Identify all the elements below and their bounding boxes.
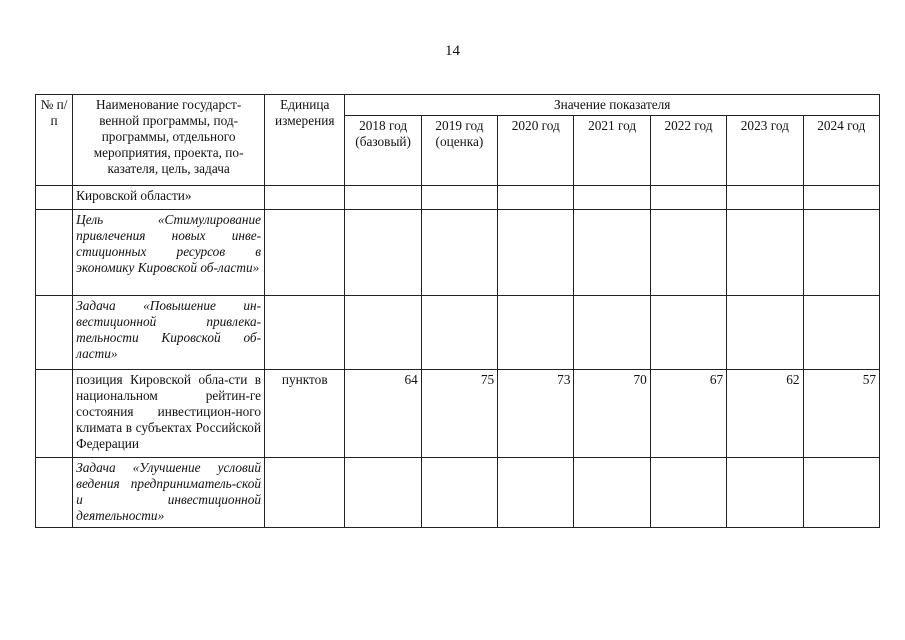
header-year: 2021 год bbox=[574, 116, 650, 186]
value-cell: 70 bbox=[574, 370, 650, 458]
table-row bbox=[36, 186, 880, 210]
value-cell bbox=[727, 186, 803, 210]
value-cell bbox=[803, 210, 880, 296]
value-cell: 62 bbox=[727, 370, 803, 458]
value-cell bbox=[421, 458, 497, 528]
page-number: 14 bbox=[445, 43, 460, 59]
row-name: Кировской области» bbox=[73, 186, 265, 210]
row-unit bbox=[265, 296, 345, 370]
value-cell bbox=[345, 296, 421, 370]
value-cell: 67 bbox=[650, 370, 726, 458]
header-year: 2020 год bbox=[498, 116, 574, 186]
table-row bbox=[36, 296, 880, 370]
header-year: 2024 год bbox=[803, 116, 880, 186]
value-cell bbox=[803, 296, 880, 370]
row-num-cell bbox=[36, 186, 73, 210]
row-name: Задача «Улучшение условий ведения предприниматель-ской и инвестиционной деятельности» bbox=[73, 458, 265, 528]
value-cell bbox=[650, 210, 726, 296]
header-num: № п/п bbox=[36, 95, 73, 186]
value-cell bbox=[498, 210, 574, 296]
value-cell bbox=[650, 458, 726, 528]
value-cell: 57 bbox=[803, 370, 880, 458]
row-unit bbox=[265, 458, 345, 528]
table-row bbox=[36, 370, 880, 458]
row-num-cell bbox=[36, 210, 73, 296]
header-unit: Единица измерения bbox=[265, 95, 345, 186]
value-cell bbox=[574, 458, 650, 528]
value-cell bbox=[345, 458, 421, 528]
value-cell bbox=[421, 296, 497, 370]
value-cell bbox=[574, 186, 650, 210]
row-name: Цель «Стимулирование привлечения новых инве-стиционных ресурсов в экономику Кировской об-ласти» bbox=[73, 210, 265, 296]
value-cell bbox=[574, 210, 650, 296]
row-num-cell bbox=[36, 458, 73, 528]
value-cell bbox=[498, 296, 574, 370]
row-unit bbox=[265, 210, 345, 296]
header-value: Значение показателя bbox=[345, 95, 880, 116]
value-cell bbox=[421, 186, 497, 210]
header-year: 2018 год (базовый) bbox=[345, 116, 421, 186]
value-cell bbox=[803, 186, 880, 210]
value-cell: 73 bbox=[498, 370, 574, 458]
row-name: позиция Кировской обла-сти в национальном рейтин-ге состояния инвестицион-ного климата в субъектах Российской Федерации bbox=[73, 370, 265, 458]
row-unit: пунктов bbox=[265, 370, 345, 458]
value-cell bbox=[727, 458, 803, 528]
header-year: 2023 год bbox=[727, 116, 803, 186]
value-cell bbox=[727, 296, 803, 370]
indicator-table bbox=[35, 94, 880, 528]
value-cell bbox=[345, 210, 421, 296]
value-cell bbox=[803, 458, 880, 528]
row-num-cell bbox=[36, 296, 73, 370]
value-cell bbox=[650, 186, 726, 210]
header-name: Наименование государст-венной программы, под-программы, отдельного мероприятия, проекта, по-казателя, цель, задача bbox=[73, 95, 265, 186]
value-cell bbox=[345, 186, 421, 210]
value-cell bbox=[498, 186, 574, 210]
table-row bbox=[36, 458, 880, 528]
value-cell bbox=[727, 210, 803, 296]
value-cell bbox=[650, 296, 726, 370]
row-unit bbox=[265, 186, 345, 210]
value-cell: 75 bbox=[421, 370, 497, 458]
header-year: 2019 год (оценка) bbox=[421, 116, 497, 186]
value-cell bbox=[498, 458, 574, 528]
row-num-cell bbox=[36, 370, 73, 458]
header-year: 2022 год bbox=[650, 116, 726, 186]
table-row bbox=[36, 210, 880, 296]
row-name: Задача «Повышение ин-вестиционной привлека-тельности Кировской об-ласти» bbox=[73, 296, 265, 370]
value-cell: 64 bbox=[345, 370, 421, 458]
value-cell bbox=[574, 296, 650, 370]
value-cell bbox=[421, 210, 497, 296]
